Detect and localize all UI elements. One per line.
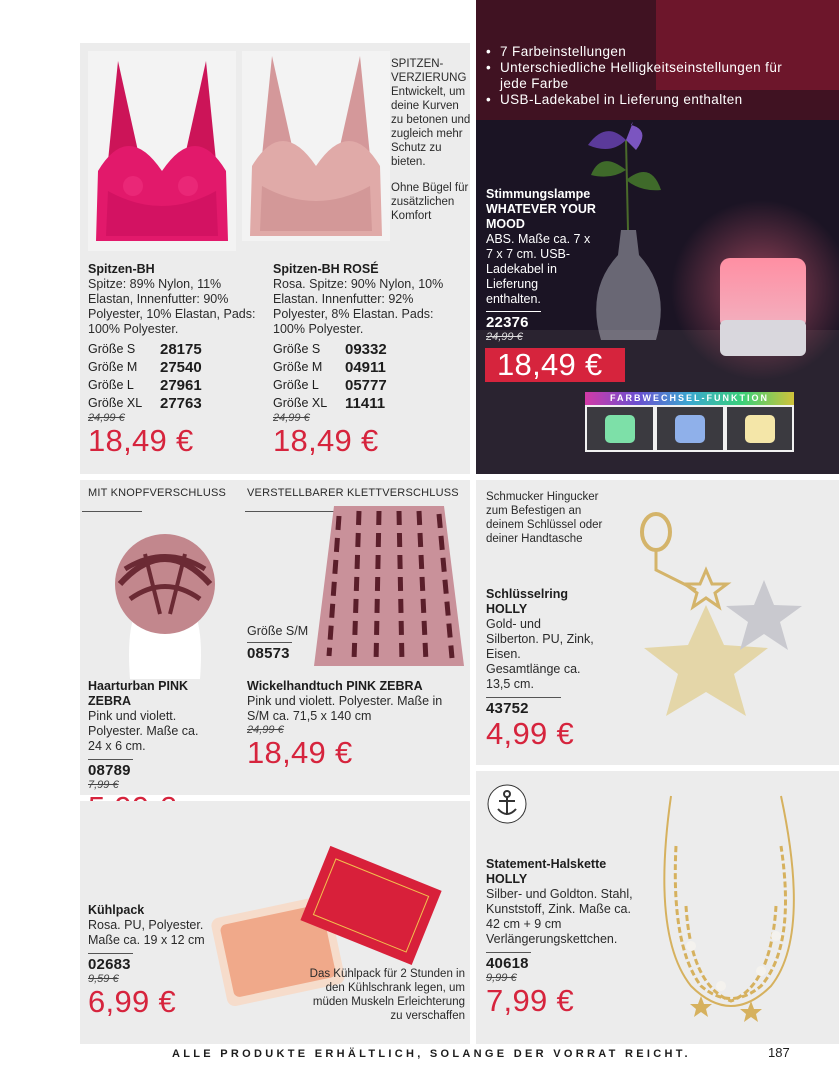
size-row [88, 394, 266, 412]
necklace-panel [476, 771, 839, 1044]
divider [486, 697, 561, 698]
coolpack-info [88, 903, 218, 1019]
keyring-name: Schlüsselring HOLLY [486, 587, 568, 616]
rose-bra-desc: Rosa. Spitze: 90% Nylon, 10% Elastan. Innenfutter: 92% Polyester, 8% Elastan. Pads: 100% Polyester. [273, 277, 444, 336]
rose-bra-sizes [273, 340, 451, 412]
feature-strip [585, 392, 794, 452]
towel-size-block [247, 624, 308, 662]
lamp-info [486, 187, 596, 343]
lamp-price-box [485, 348, 625, 382]
keyring-desc: Gold- und Silberton. PU, Zink, Eisen. Gesamtlänge ca. 13,5 cm. [486, 617, 594, 691]
necklace-image [631, 786, 831, 1036]
size-label: Größe L [88, 378, 134, 392]
anchor-badge-icon [486, 783, 528, 825]
rose-bra-info [273, 262, 451, 458]
towel-desc: Pink und violett. Polyester. Maße in S/M ca. 71,5 x 140 cm [247, 694, 443, 723]
size-row [88, 376, 266, 394]
article-number: 05777 [345, 376, 387, 394]
size-label: Größe M [273, 360, 323, 374]
article-number: 27763 [160, 394, 202, 412]
footer-text: ALLE PRODUKTE ERHÄLTLICH, SOLANGE DER VORRAT REICHT. [172, 1048, 691, 1060]
lamp-feature: • Unterschiedliche Helligkeitseinstellungen für jede Farbe [486, 60, 806, 92]
lamp-name: Stimmungslampe WHATEVER YOUR MOOD [486, 187, 596, 231]
keyring-info [486, 587, 596, 751]
bra-note-text: Entwickelt, um deine Kurven zu betonen und zugleich mehr Schutz zu bieten. [391, 86, 471, 168]
article-number: 27961 [160, 376, 202, 394]
size-label: Größe L [273, 378, 319, 392]
size-row [273, 394, 451, 412]
towel-old-price: 24,99 € [247, 724, 284, 736]
divider [486, 952, 531, 953]
keyring-code: 43752 [486, 700, 529, 717]
turban-tag: MIT KNOPFVERSCHLUSS [88, 487, 227, 499]
lamp-feature: • USB-Ladekabel in Lieferung enthalten [486, 92, 806, 108]
article-number: 27540 [160, 358, 202, 376]
article-number: 11411 [345, 394, 386, 412]
size-label: Größe S [88, 342, 136, 356]
divider [486, 311, 541, 312]
lamp-code: 22376 [486, 314, 529, 331]
bra-note [391, 57, 473, 223]
coolpack-desc: Rosa. PU, Polyester. Maße ca. 19 x 12 cm [88, 918, 205, 947]
page-number: 187 [768, 1045, 790, 1060]
divider [88, 759, 133, 760]
size-row [88, 358, 266, 376]
coolpack-name: Kühlpack [88, 903, 145, 917]
keyring-image [606, 510, 806, 740]
towel-tag: VERSTELLBARER KLETTVERSCHLUSS [247, 487, 459, 499]
pink-bra-price: 18,49 € [88, 423, 194, 458]
lamp-old-price: 24,99 € [486, 331, 523, 343]
rose-bra-name: Spitzen-BH ROSÉ [273, 262, 379, 276]
necklace-desc: Silber- und Goldton. Stahl, Kunststoff, Zink. Maße ca. 42 cm + 9 cm Verlängerungskettchen. [486, 887, 633, 946]
towel-name: Wickelhandtuch PINK ZEBRA [247, 679, 423, 693]
bra-note-title: SPITZEN-VERZIERUNG [391, 58, 467, 84]
pink-bra-image [88, 51, 236, 251]
size-label: Größe XL [273, 396, 328, 410]
coolpack-price: 6,99 € [88, 984, 176, 1019]
size-row [88, 340, 266, 358]
towel-size-label: Größe S/M [247, 624, 309, 638]
size-row [273, 340, 451, 358]
necklace-name: Statement-Halskette HOLLY [486, 857, 607, 886]
necklace-code: 40618 [486, 955, 529, 972]
feature-title: FARBWECHSEL-FUNKTION [585, 392, 794, 405]
towel-code: 08573 [247, 645, 290, 662]
coolpack-old-price: 9,59 € [88, 973, 119, 985]
rose-bra-old-price: 24,99 € [273, 412, 310, 424]
rose-bra-image [242, 51, 390, 241]
pink-bra-old-price: 24,99 € [88, 412, 125, 424]
necklace-price: 7,99 € [486, 983, 574, 1018]
coolpack-note: Das Kühlpack für 2 Stunden in den Kühlschrank legen, um müden Muskeln Erleichterung zu verschaffen [309, 968, 465, 1022]
necklace-old-price: 9,99 € [486, 972, 517, 984]
size-label: Größe M [88, 360, 138, 374]
size-label: Größe XL [88, 396, 143, 410]
article-number: 28175 [160, 340, 202, 358]
pink-bra-name: Spitzen-BH [88, 262, 155, 276]
bra-note-extra: Ohne Bügel für zusätzlichen Komfort [391, 182, 469, 222]
towel-price: 18,49 € [247, 735, 353, 770]
size-row [273, 376, 451, 394]
lamp-panel [476, 0, 839, 474]
article-number: 04911 [345, 358, 386, 376]
towel-image [314, 506, 464, 671]
keyring-panel [476, 480, 839, 765]
size-label: Größe S [273, 342, 321, 356]
bra-panel [80, 43, 470, 474]
turban-code: 08789 [88, 762, 131, 779]
coolpack-code: 02683 [88, 956, 131, 973]
necklace-info [486, 857, 636, 1018]
lamp-feature: • 7 Farbeinstellungen [486, 44, 806, 60]
turban-image [100, 504, 230, 679]
lamp-color-swatches [585, 405, 794, 452]
pink-bra-info [88, 262, 266, 458]
keyring-note: Schmucker Hingucker zum Befestigen an deinem Schlüssel oder deiner Handtasche [486, 491, 603, 545]
coolpack-panel [80, 801, 470, 1044]
size-row [273, 358, 451, 376]
pink-bra-sizes [88, 340, 266, 412]
divider [88, 953, 133, 954]
rose-bra-price: 18,49 € [273, 423, 379, 458]
lamp-features [486, 44, 806, 108]
towel-info [247, 679, 462, 770]
lamp-desc: ABS. Maße ca. 7 x 7 x 7 cm. USB-Ladekabel in Lieferung enthalten. [486, 232, 591, 306]
turban-desc: Pink und violett. Polyester. Maße ca. 24 x 6 cm. [88, 709, 199, 753]
turban-towel-panel [80, 480, 470, 795]
pink-bra-desc: Spitze: 89% Nylon, 11% Elastan, Innenfutter: 90% Polyester, 10% Elastan, Pads: 100% Polyester. [88, 277, 256, 336]
turban-name: Haarturban PINK ZEBRA [88, 679, 189, 708]
turban-old-price: 7,99 € [88, 779, 119, 791]
article-number: 09332 [345, 340, 387, 358]
divider [247, 642, 292, 643]
lamp-price: 18,49 € [497, 347, 603, 382]
keyring-price: 4,99 € [486, 716, 574, 751]
